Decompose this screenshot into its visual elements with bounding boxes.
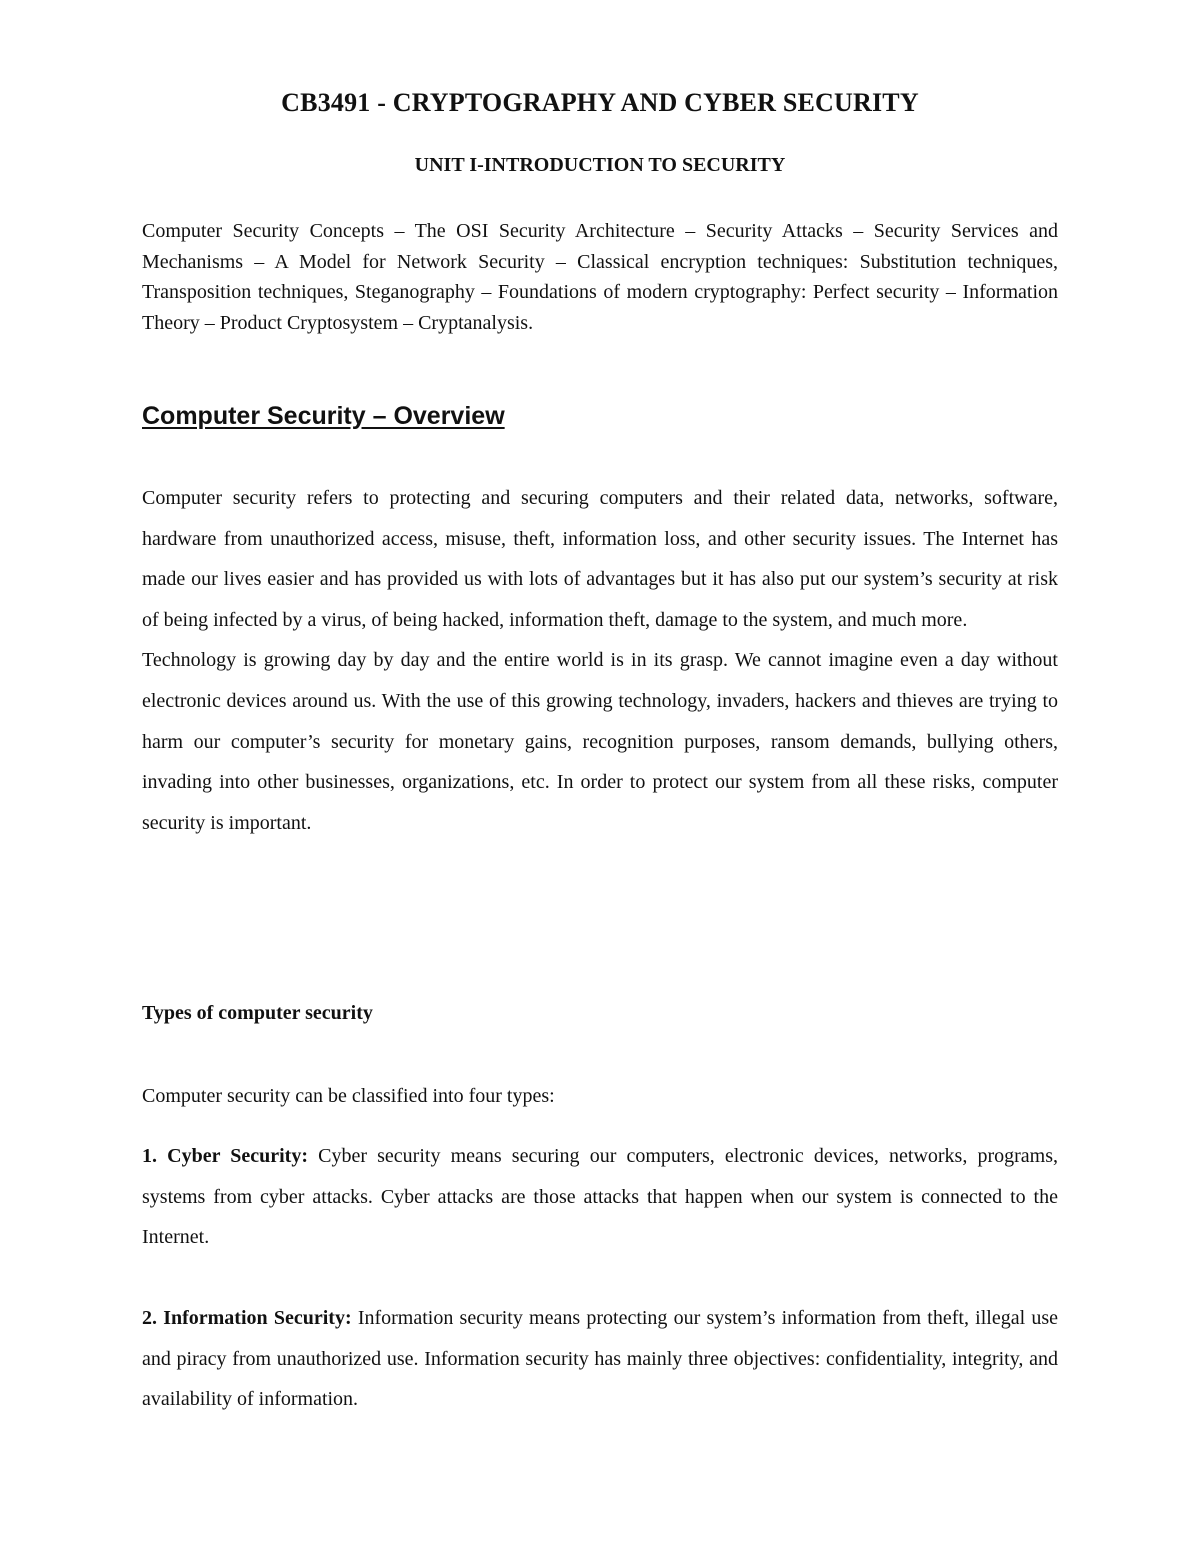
types-intro: Computer security can be classified into four types: <box>142 1085 555 1107</box>
unit-title: UNIT I-INTRODUCTION TO SECURITY <box>414 154 786 176</box>
type-description: Cyber security means securing our computers, electronic devices, networks, programs, systems from cyber attacks. Cyber attacks are those attacks that happen when our system is connected to the Internet. <box>142 1145 1059 1248</box>
type-item-cyber-security <box>142 1136 1058 1258</box>
section-heading-overview: Computer Security – Overview <box>142 402 505 430</box>
type-description: Information security means protecting our system’s information from theft, illegal use and piracy from unauthorized use. Information security has mainly three objectives: confidentiality, integrity, and availability of information. <box>142 1307 1058 1410</box>
syllabus-paragraph: Computer Security Concepts – The OSI Security Architecture – Security Attacks – Security Services and Mechanisms – A Model for Network Security – Classical encryption techniques: Substitution techniques, Transposition techniques, Steganography – Foundations of modern cryptography: Perfect security – Information Theory – Product Cryptosystem – Cryptanalysis. <box>142 220 1058 334</box>
overview-body <box>142 478 1058 843</box>
overview-paragraph: Technology is growing day by day and the entire world is in its grasp. We cannot imagine even a day without electronic devices around us. With the use of this growing technology, invaders, hackers and thieves are trying to harm our computer’s security for monetary gains, recognition purposes, ransom demands, bullying others, invading into other businesses, organizations, etc. In order to protect our system from all these risks, computer security is important. <box>142 649 1058 834</box>
types-heading: Types of computer security <box>142 1002 373 1024</box>
overview-paragraph: Computer security refers to protecting and securing computers and their related data, networks, software, hardware from unauthorized access, misuse, theft, information loss, and other security issues. The Internet has made our lives easier and has provided us with lots of advantages but it has also put our system’s security at risk of being infected by a virus, of being hacked, information theft, damage to the system, and much more. <box>142 487 1058 631</box>
type-item-information-security <box>142 1298 1058 1420</box>
type-term: 1. Cyber Security: <box>142 1145 308 1167</box>
type-term: 2. Information Security: <box>142 1307 352 1329</box>
course-title: CB3491 - CRYPTOGRAPHY AND CYBER SECURITY <box>281 88 919 117</box>
